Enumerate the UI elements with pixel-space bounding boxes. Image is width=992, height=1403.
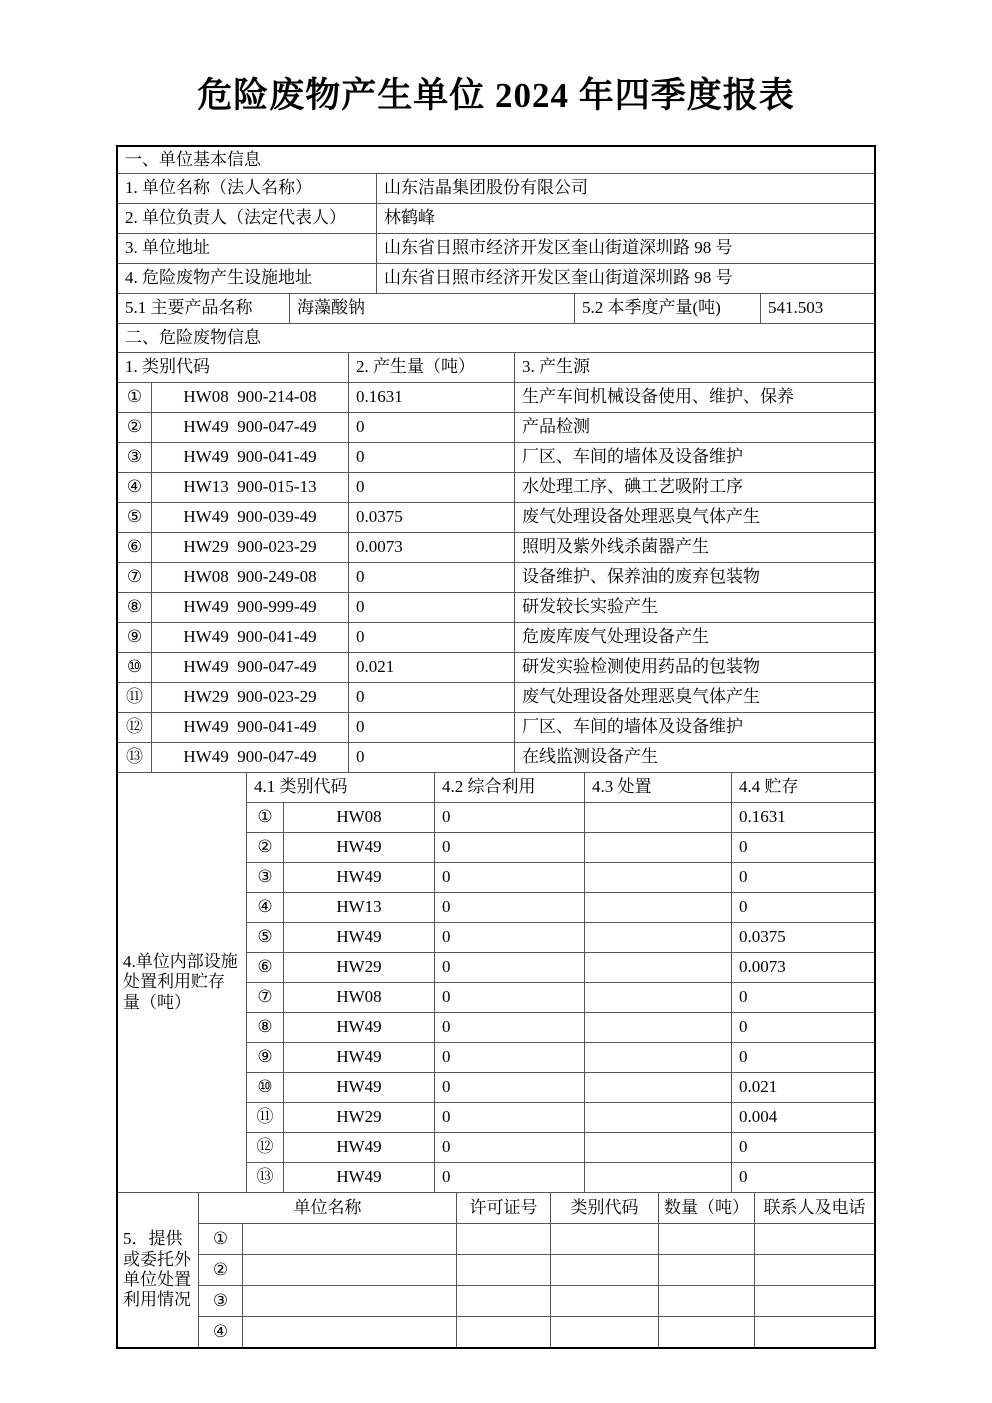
waste-code: HW49 900-047-49: [151, 743, 348, 772]
waste-source: 设备维护、保养油的废弃包装物: [514, 563, 874, 592]
external-disposal-grid: [198, 1193, 874, 1347]
row-number: ⑬: [246, 1163, 283, 1192]
external-contact: [754, 1286, 874, 1316]
internal-row-7: [246, 982, 874, 1012]
unit-address-value: 山东省日照市经济开发区奎山街道深圳路 98 号: [376, 234, 874, 263]
internal-storage: 0: [731, 1133, 874, 1162]
internal-row-13: [246, 1162, 874, 1192]
internal-disposal-value: [584, 953, 731, 982]
waste-row-9: [118, 622, 874, 652]
internal-storage: 0.0375: [731, 923, 874, 952]
internal-row-4: [246, 892, 874, 922]
waste-source: 生产车间机械设备使用、维护、保养: [514, 383, 874, 412]
waste-source: 照明及紫外线杀菌器产生: [514, 533, 874, 562]
external-quantity: [658, 1224, 754, 1254]
waste-source: 在线监测设备产生: [514, 743, 874, 772]
internal-disposal-value: [584, 1043, 731, 1072]
product-name-value: 海藻酸钠: [289, 294, 574, 323]
waste-amount: 0: [348, 713, 514, 742]
waste-amount: 0: [348, 743, 514, 772]
row-number: ①: [126, 387, 143, 407]
row-number: ⑩: [126, 657, 143, 677]
internal-code: HW29: [283, 953, 434, 982]
internal-utilization: 0: [434, 953, 584, 982]
external-disposal-label: 5．提供或委托外单位处置利用情况: [123, 1229, 191, 1310]
facility-address-value: 山东省日照市经济开发区奎山街道深圳路 98 号: [376, 264, 874, 293]
waste-code: HW49 900-047-49: [151, 413, 348, 442]
waste-row-12: [118, 712, 874, 742]
col-header-contact: 联系人及电话: [754, 1193, 874, 1223]
internal-storage: 0.021: [731, 1073, 874, 1102]
internal-row-2: [246, 832, 874, 862]
waste-code: HW29 900-023-29: [151, 683, 348, 712]
row-number: ③: [126, 447, 143, 467]
basic-info-row-unit-name: [118, 173, 874, 203]
waste-code: HW49 900-041-49: [151, 443, 348, 472]
row-number: ③: [246, 863, 283, 892]
internal-disposal-value: [584, 863, 731, 892]
internal-disposal-value: [584, 923, 731, 952]
external-code: [550, 1317, 658, 1347]
internal-utilization: 0: [434, 893, 584, 922]
waste-amount: 0.021: [348, 653, 514, 682]
waste-code: HW49 900-041-49: [151, 713, 348, 742]
basic-info-header-row: [118, 147, 874, 173]
internal-disposal-grid: [246, 773, 874, 1192]
waste-amount: 0: [348, 683, 514, 712]
quarter-output-label: 5.2 本季度产量(吨): [574, 294, 760, 323]
internal-code: HW13: [283, 893, 434, 922]
external-contact: [754, 1317, 874, 1347]
internal-storage: 0.1631: [731, 803, 874, 832]
waste-row-3: [118, 442, 874, 472]
row-number: ⑪: [126, 687, 143, 707]
waste-source: 水处理工序、碘工艺吸附工序: [514, 473, 874, 502]
row-number: ②: [126, 417, 143, 437]
internal-disposal-value: [584, 1073, 731, 1102]
waste-code: HW49 900-999-49: [151, 593, 348, 622]
internal-storage: 0.0073: [731, 953, 874, 982]
internal-code: HW49: [283, 833, 434, 862]
internal-row-11: [246, 1102, 874, 1132]
unit-name-label: 1. 单位名称（法人名称）: [125, 178, 312, 198]
waste-columns-row: [118, 352, 874, 382]
row-number: ②: [246, 833, 283, 862]
external-row-1: [198, 1223, 874, 1254]
internal-disposal-value: [584, 803, 731, 832]
external-contact: [754, 1224, 874, 1254]
waste-row-5: [118, 502, 874, 532]
col-header-source: 3. 产生源: [514, 353, 874, 382]
row-number: ⑫: [126, 717, 143, 737]
internal-code: HW49: [283, 1013, 434, 1042]
waste-source: 产品检测: [514, 413, 874, 442]
internal-disposal-section: [118, 772, 874, 1192]
col-header-unit-name: 单位名称: [198, 1193, 456, 1223]
row-number: ⑬: [126, 747, 143, 767]
waste-row-7: [118, 562, 874, 592]
internal-row-1: [246, 802, 874, 832]
col-header-44: 4.4 贮存: [731, 773, 874, 802]
row-number: ④: [198, 1317, 242, 1347]
report-title: 危险废物产生单位 2024 年四季度报表: [197, 76, 795, 115]
external-quantity: [658, 1255, 754, 1285]
internal-utilization: 0: [434, 803, 584, 832]
external-row-4: [198, 1316, 874, 1347]
internal-row-12: [246, 1132, 874, 1162]
internal-utilization: 0: [434, 1073, 584, 1102]
internal-utilization: 0: [434, 863, 584, 892]
internal-storage: 0: [731, 863, 874, 892]
unit-name-value: 山东洁晶集团股份有限公司: [376, 174, 874, 203]
row-number: ⑨: [246, 1043, 283, 1072]
basic-info-row-legal-rep: [118, 203, 874, 233]
external-unit-name: [242, 1255, 456, 1285]
row-number: ⑩: [246, 1073, 283, 1102]
col-header-amount: 2. 产生量（吨）: [348, 353, 514, 382]
internal-code: HW29: [283, 1103, 434, 1132]
waste-code: HW08 900-214-08: [151, 383, 348, 412]
waste-source: 厂区、车间的墙体及设备维护: [514, 713, 874, 742]
row-number: ⑤: [126, 507, 143, 527]
row-number: ⑦: [246, 983, 283, 1012]
waste-amount: 0: [348, 623, 514, 652]
external-license: [456, 1255, 550, 1285]
internal-utilization: 0: [434, 923, 584, 952]
row-number: ③: [198, 1286, 242, 1316]
internal-storage: 0.004: [731, 1103, 874, 1132]
internal-row-9: [246, 1042, 874, 1072]
external-code: [550, 1286, 658, 1316]
waste-code: HW29 900-023-29: [151, 533, 348, 562]
row-number: ②: [198, 1255, 242, 1285]
internal-utilization: 0: [434, 1163, 584, 1192]
internal-code: HW49: [283, 1073, 434, 1102]
col-header-42: 4.2 综合利用: [434, 773, 584, 802]
waste-info-header-row: [118, 323, 874, 352]
waste-row-6: [118, 532, 874, 562]
waste-row-10: [118, 652, 874, 682]
internal-row-8: [246, 1012, 874, 1042]
product-row: [118, 293, 874, 323]
internal-row-5: [246, 922, 874, 952]
internal-disposal-value: [584, 1133, 731, 1162]
waste-amount: 0: [348, 593, 514, 622]
waste-source: 危废库废气处理设备产生: [514, 623, 874, 652]
waste-amount: 0: [348, 443, 514, 472]
internal-code: HW49: [283, 1163, 434, 1192]
waste-amount: 0.1631: [348, 383, 514, 412]
waste-row-1: [118, 382, 874, 412]
internal-disposal-value: [584, 1013, 731, 1042]
external-unit-name: [242, 1286, 456, 1316]
internal-disposal-value: [584, 983, 731, 1012]
waste-row-8: [118, 592, 874, 622]
external-unit-name: [242, 1317, 456, 1347]
product-name-label: 5.1 主要产品名称: [125, 298, 253, 318]
row-number: ⑥: [126, 537, 143, 557]
internal-storage: 0: [731, 893, 874, 922]
internal-utilization: 0: [434, 1103, 584, 1132]
internal-disposal-value: [584, 833, 731, 862]
row-number: ①: [198, 1224, 242, 1254]
internal-utilization: 0: [434, 1133, 584, 1162]
row-number: ⑧: [126, 597, 143, 617]
waste-source: 废气处理设备处理恶臭气体产生: [514, 683, 874, 712]
internal-columns-row: [246, 773, 874, 802]
legal-rep-value: 林鹤峰: [376, 204, 874, 233]
internal-code: HW49: [283, 923, 434, 952]
internal-utilization: 0: [434, 833, 584, 862]
col-header-license: 许可证号: [456, 1193, 550, 1223]
internal-utilization: 0: [434, 1013, 584, 1042]
row-number: ①: [246, 803, 283, 832]
internal-code: HW08: [283, 983, 434, 1012]
internal-utilization: 0: [434, 983, 584, 1012]
external-code: [550, 1255, 658, 1285]
external-row-3: [198, 1285, 874, 1316]
internal-storage: 0: [731, 1013, 874, 1042]
row-number: ④: [246, 893, 283, 922]
row-number: ⑨: [126, 627, 143, 647]
external-code: [550, 1224, 658, 1254]
waste-code: HW49 900-041-49: [151, 623, 348, 652]
internal-storage: 0: [731, 833, 874, 862]
col-header-quantity: 数量（吨）: [658, 1193, 754, 1223]
internal-disposal-value: [584, 893, 731, 922]
basic-info-row-facility-address: [118, 263, 874, 293]
row-number: ⑪: [246, 1103, 283, 1132]
col-header-code: 1. 类别代码: [125, 357, 210, 377]
internal-row-10: [246, 1072, 874, 1102]
waste-amount: 0.0073: [348, 533, 514, 562]
internal-code: HW49: [283, 1133, 434, 1162]
col-header-41: 4.1 类别代码: [246, 773, 434, 802]
external-quantity: [658, 1286, 754, 1316]
waste-code: HW49 900-047-49: [151, 653, 348, 682]
legal-rep-label: 2. 单位负责人（法定代表人）: [125, 208, 346, 228]
waste-info-header: 二、危险废物信息: [125, 327, 261, 347]
unit-address-label: 3. 单位地址: [125, 238, 210, 258]
col-header-43: 4.3 处置: [584, 773, 731, 802]
waste-row-13: [118, 742, 874, 772]
internal-storage: 0: [731, 1043, 874, 1072]
external-license: [456, 1224, 550, 1254]
waste-source: 厂区、车间的墙体及设备维护: [514, 443, 874, 472]
waste-source: 研发较长实验产生: [514, 593, 874, 622]
col-header-code: 类别代码: [550, 1193, 658, 1223]
basic-info-row-unit-address: [118, 233, 874, 263]
waste-code: HW13 900-015-13: [151, 473, 348, 502]
waste-amount: 0: [348, 413, 514, 442]
row-number: ⑫: [246, 1133, 283, 1162]
quarter-output-value: 541.503: [760, 294, 874, 323]
internal-code: HW49: [283, 863, 434, 892]
facility-address-label: 4. 危险废物产生设施地址: [125, 268, 312, 288]
row-number: ⑦: [126, 567, 143, 587]
internal-disposal-label: 4.单位内部设施处置利用贮存量（吨）: [123, 951, 238, 1012]
external-row-2: [198, 1254, 874, 1285]
internal-storage: 0: [731, 1163, 874, 1192]
waste-amount: 0: [348, 473, 514, 502]
external-disposal-section: [118, 1192, 874, 1347]
waste-code: HW08 900-249-08: [151, 563, 348, 592]
row-number: ⑥: [246, 953, 283, 982]
waste-code: HW49 900-039-49: [151, 503, 348, 532]
external-license: [456, 1317, 550, 1347]
waste-amount: 0.0375: [348, 503, 514, 532]
internal-code: HW49: [283, 1043, 434, 1072]
internal-utilization: 0: [434, 1043, 584, 1072]
report-table: [116, 145, 876, 1349]
internal-disposal-value: [584, 1163, 731, 1192]
waste-amount: 0: [348, 563, 514, 592]
internal-storage: 0: [731, 983, 874, 1012]
external-columns-row: [198, 1193, 874, 1223]
waste-row-4: [118, 472, 874, 502]
internal-row-3: [246, 862, 874, 892]
row-number: ⑧: [246, 1013, 283, 1042]
waste-source: 研发实验检测使用药品的包装物: [514, 653, 874, 682]
row-number: ⑤: [246, 923, 283, 952]
internal-row-6: [246, 952, 874, 982]
waste-row-2: [118, 412, 874, 442]
external-unit-name: [242, 1224, 456, 1254]
internal-code: HW08: [283, 803, 434, 832]
internal-disposal-value: [584, 1103, 731, 1132]
row-number: ④: [126, 477, 143, 497]
waste-source: 废气处理设备处理恶臭气体产生: [514, 503, 874, 532]
basic-info-header: 一、单位基本信息: [125, 149, 261, 169]
waste-row-11: [118, 682, 874, 712]
external-contact: [754, 1255, 874, 1285]
external-quantity: [658, 1317, 754, 1347]
external-license: [456, 1286, 550, 1316]
